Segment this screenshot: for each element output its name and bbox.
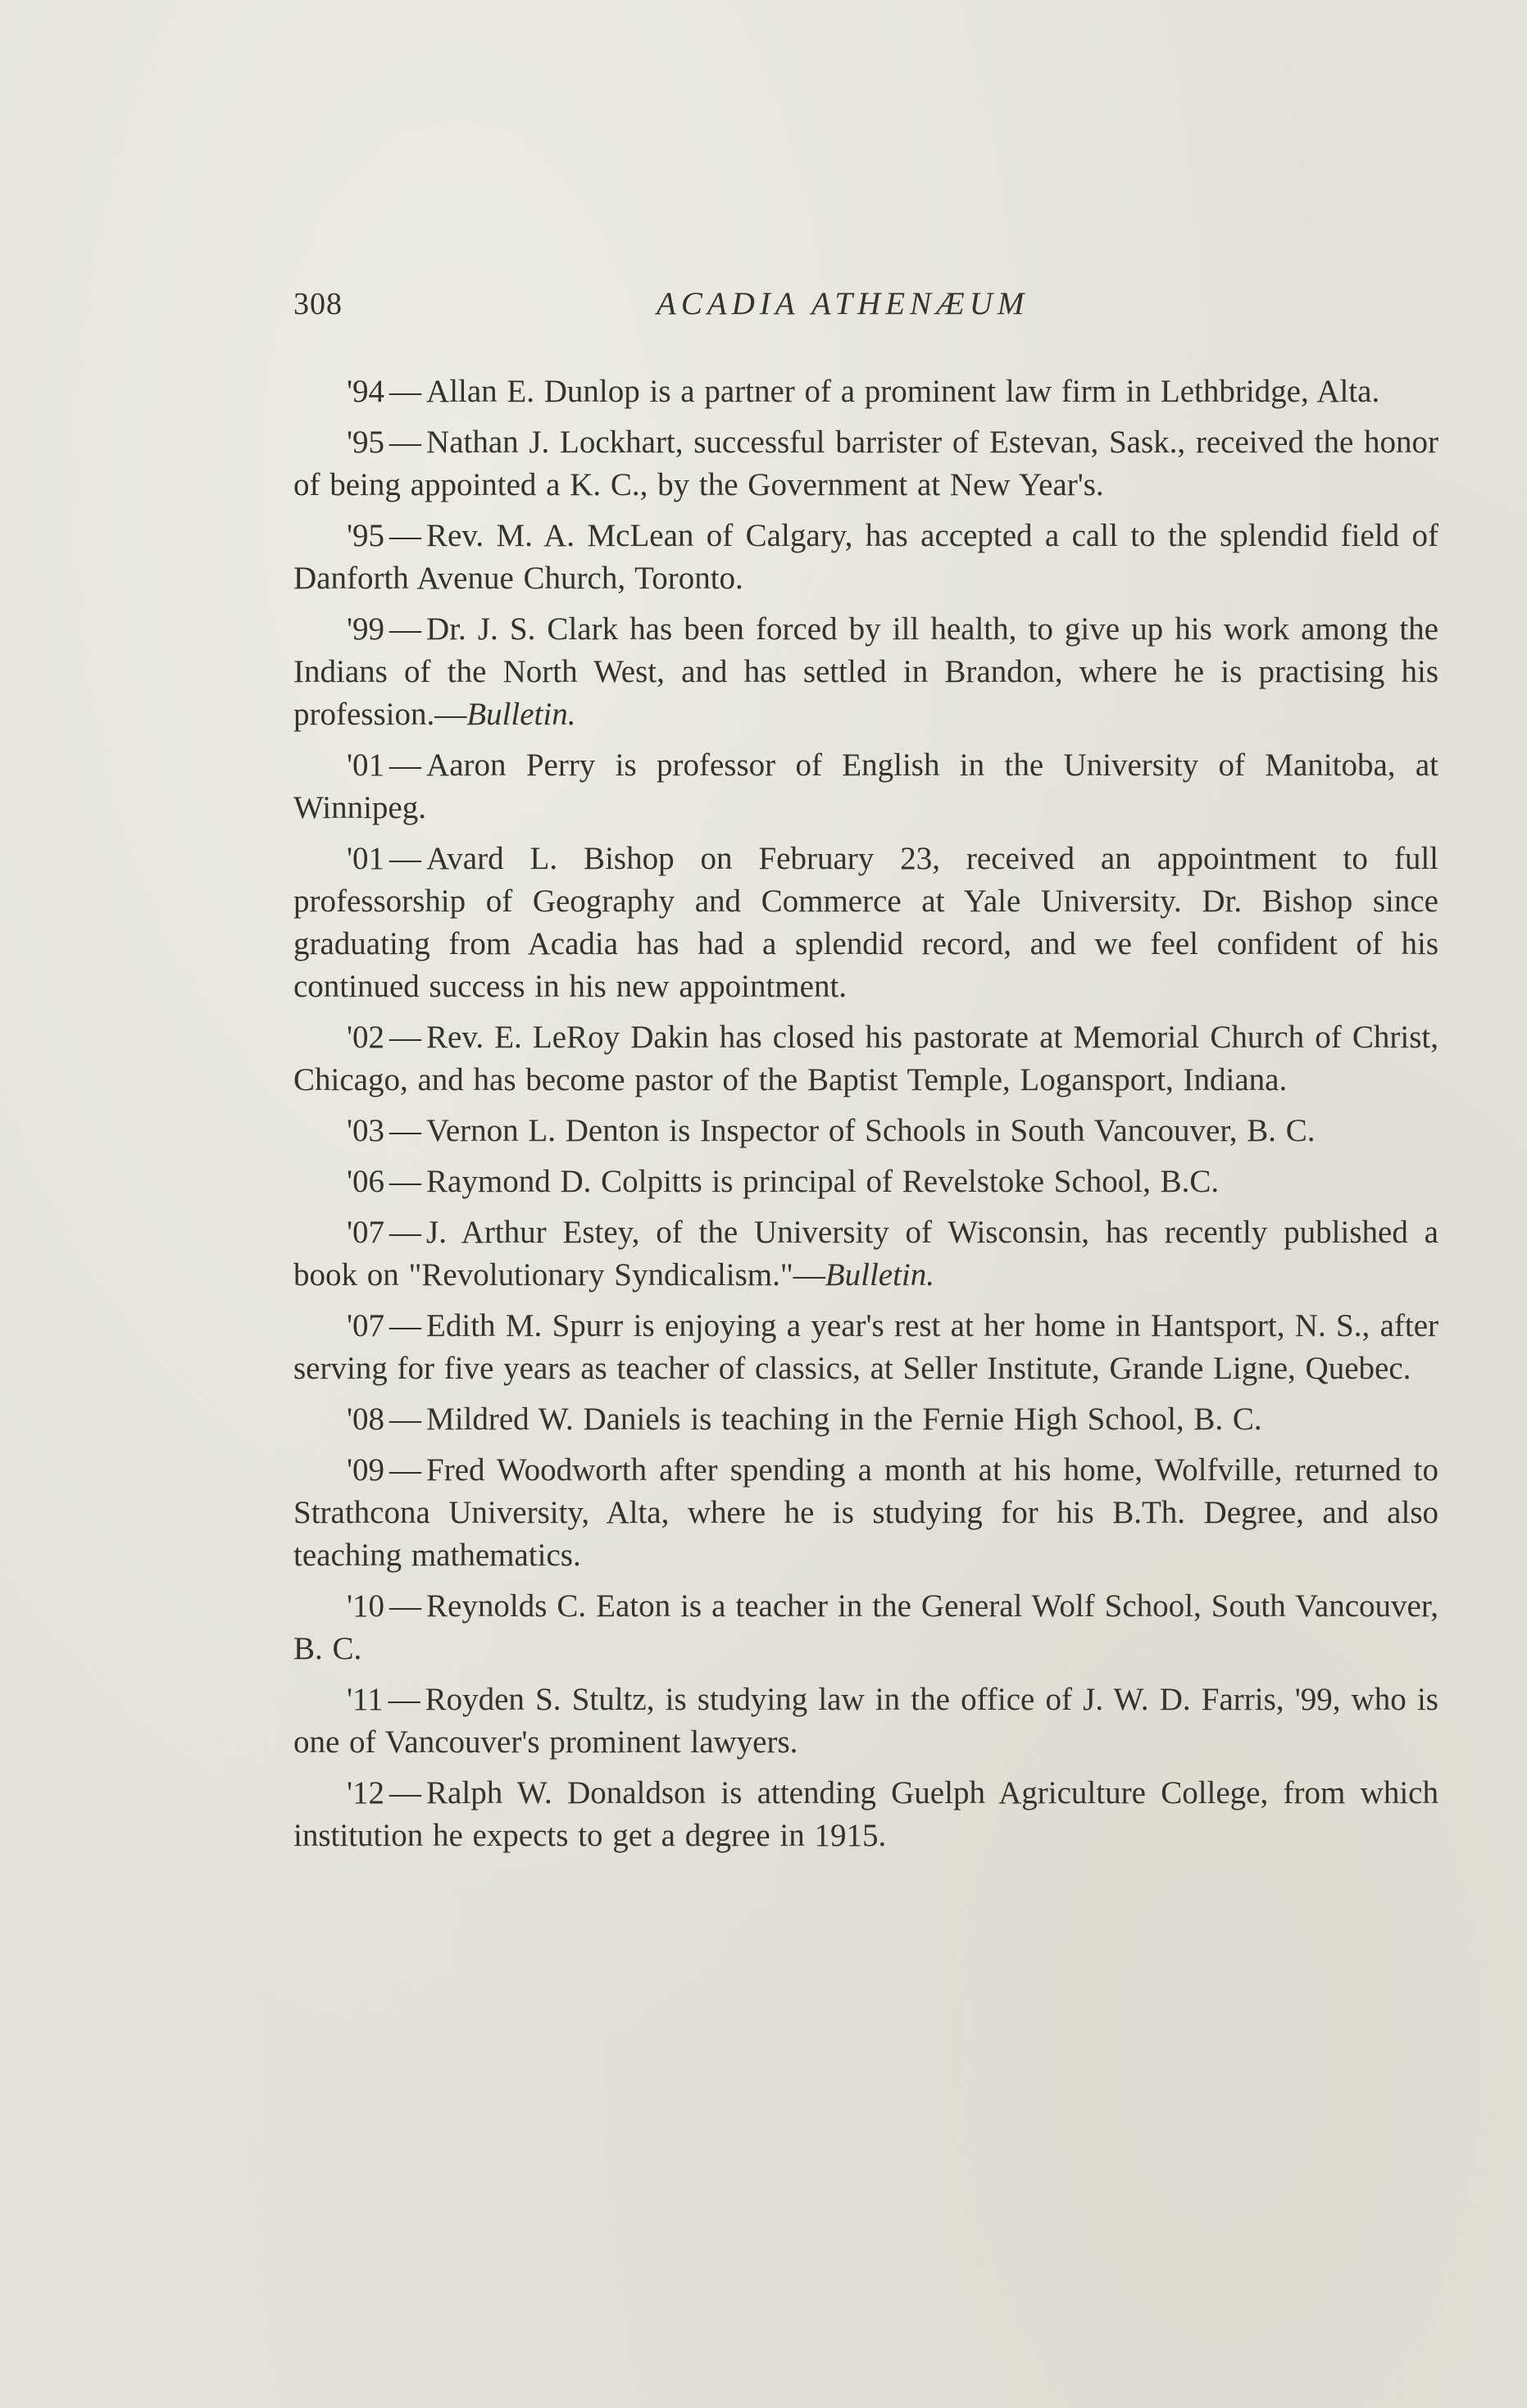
class-year: '11: [347, 1682, 384, 1717]
em-dash: —: [389, 1452, 422, 1488]
class-year: '95: [347, 518, 385, 553]
entry-source: Bulletin.: [825, 1257, 935, 1293]
running-title: ACADIA ATHENÆUM: [657, 286, 1029, 321]
alumni-entry: [293, 1305, 1438, 1390]
class-year: '01: [347, 747, 385, 783]
alumni-entry: [293, 1585, 1438, 1670]
class-year: '08: [347, 1402, 385, 1437]
em-dash: —: [389, 1402, 422, 1437]
alumni-entry: [293, 1679, 1438, 1764]
em-dash: —: [389, 1775, 422, 1811]
alumni-entry: [293, 1161, 1438, 1203]
em-dash: —: [389, 1113, 422, 1148]
em-dash: —: [389, 841, 422, 876]
entry-text: Rev. M. A. McLean of Calgary, has accepted a call to the splendid field of Danforth Avenue Church, Toronto.: [293, 518, 1438, 596]
em-dash: —: [389, 611, 422, 647]
em-dash: —: [389, 1020, 422, 1055]
entry-text: Fred Woodworth after spending a month at his home, Wolfville, returned to Strathcona University, Alta, where he is studying for his B.Th. Degree, and also teaching mathematics.: [293, 1452, 1438, 1573]
em-dash: —: [389, 374, 422, 409]
entry-text: Avard L. Bishop on February 23, received an appointment to full professorship of Geography and Commerce at Yale University. Dr. Bishop since graduating from Acadia has had a splendid record, and we feel confident of his continued success in his new appointment.: [293, 841, 1438, 1004]
alumni-entry: [293, 1449, 1438, 1577]
em-dash: —: [389, 747, 422, 783]
alumni-entry: [293, 1016, 1438, 1102]
class-year: '12: [347, 1775, 385, 1811]
class-year: '95: [347, 425, 385, 460]
class-year: '01: [347, 841, 385, 876]
entry-text: J. Arthur Estey, of the University of Wisconsin, has recently published a book on "Revolutionary Syndicalism."—: [293, 1215, 1438, 1293]
entry-source: Bulletin.: [466, 697, 576, 732]
class-year: '07: [347, 1308, 385, 1343]
class-year: '02: [347, 1020, 385, 1055]
page-header: [293, 284, 1441, 325]
alumni-entry: [293, 1211, 1438, 1297]
entry-text: Reynolds C. Eaton is a teacher in the General Wolf School, South Vancouver, B. C.: [293, 1588, 1438, 1666]
entry-text: Raymond D. Colpitts is principal of Revelstoke School, B.C.: [426, 1164, 1220, 1199]
alumni-entry: [293, 421, 1438, 507]
class-year: '10: [347, 1588, 385, 1624]
alumni-entry: [293, 608, 1438, 736]
entry-text: Ralph W. Donaldson is attending Guelph Agriculture College, from which institution he expects to get a degree in 1915.: [293, 1775, 1438, 1853]
alumni-notes: [293, 370, 1438, 1865]
em-dash: —: [389, 1215, 422, 1250]
em-dash: —: [389, 1164, 422, 1199]
entry-text: Vernon L. Denton is Inspector of Schools in South Vancouver, B. C.: [426, 1113, 1316, 1148]
alumni-entry: [293, 1772, 1438, 1857]
entry-text: Dr. J. S. Clark has been forced by ill health, to give up his work among the Indians of the North West, and has settled in Brandon, where he is practising his profession.—: [293, 611, 1438, 732]
em-dash: —: [388, 1682, 420, 1717]
em-dash: —: [389, 1308, 422, 1343]
class-year: '94: [347, 374, 385, 409]
entry-text: Aaron Perry is professor of English in the University of Manitoba, at Winnipeg.: [293, 747, 1438, 825]
entry-text: Royden S. Stultz, is studying law in the office of J. W. D. Farris, '99, who is one of Vancouver's prominent lawyers.: [293, 1682, 1438, 1760]
entry-text: Rev. E. LeRoy Dakin has closed his pastorate at Memorial Church of Christ, Chicago, and has become pastor of the Baptist Temple, Logansport, Indiana.: [293, 1020, 1438, 1097]
class-year: '03: [347, 1113, 385, 1148]
class-year: '07: [347, 1215, 385, 1250]
alumni-entry: [293, 1110, 1438, 1152]
class-year: '99: [347, 611, 385, 647]
alumni-entry: [293, 838, 1438, 1008]
entry-text: Nathan J. Lockhart, successful barrister of Estevan, Sask., received the honor of being appointed a K. C., by the Government at New Year's.: [293, 425, 1438, 502]
class-year: '06: [347, 1164, 385, 1199]
entry-text: Mildred W. Daniels is teaching in the Fernie High School, B. C.: [426, 1402, 1262, 1437]
alumni-entry: [293, 515, 1438, 600]
entry-text: Allan E. Dunlop is a partner of a prominent law firm in Lethbridge, Alta.: [426, 374, 1380, 409]
alumni-entry: [293, 744, 1438, 829]
alumni-entry: [293, 1398, 1438, 1441]
alumni-entry: [293, 370, 1438, 413]
em-dash: —: [389, 518, 422, 553]
em-dash: —: [389, 1588, 422, 1624]
page-number: 308: [293, 287, 343, 321]
class-year: '09: [347, 1452, 385, 1488]
entry-text: Edith M. Spurr is enjoying a year's rest at her home in Hantsport, N. S., after serving for five years as teacher of classics, at Seller Institute, Grande Ligne, Quebec.: [293, 1308, 1438, 1386]
em-dash: —: [389, 425, 422, 460]
